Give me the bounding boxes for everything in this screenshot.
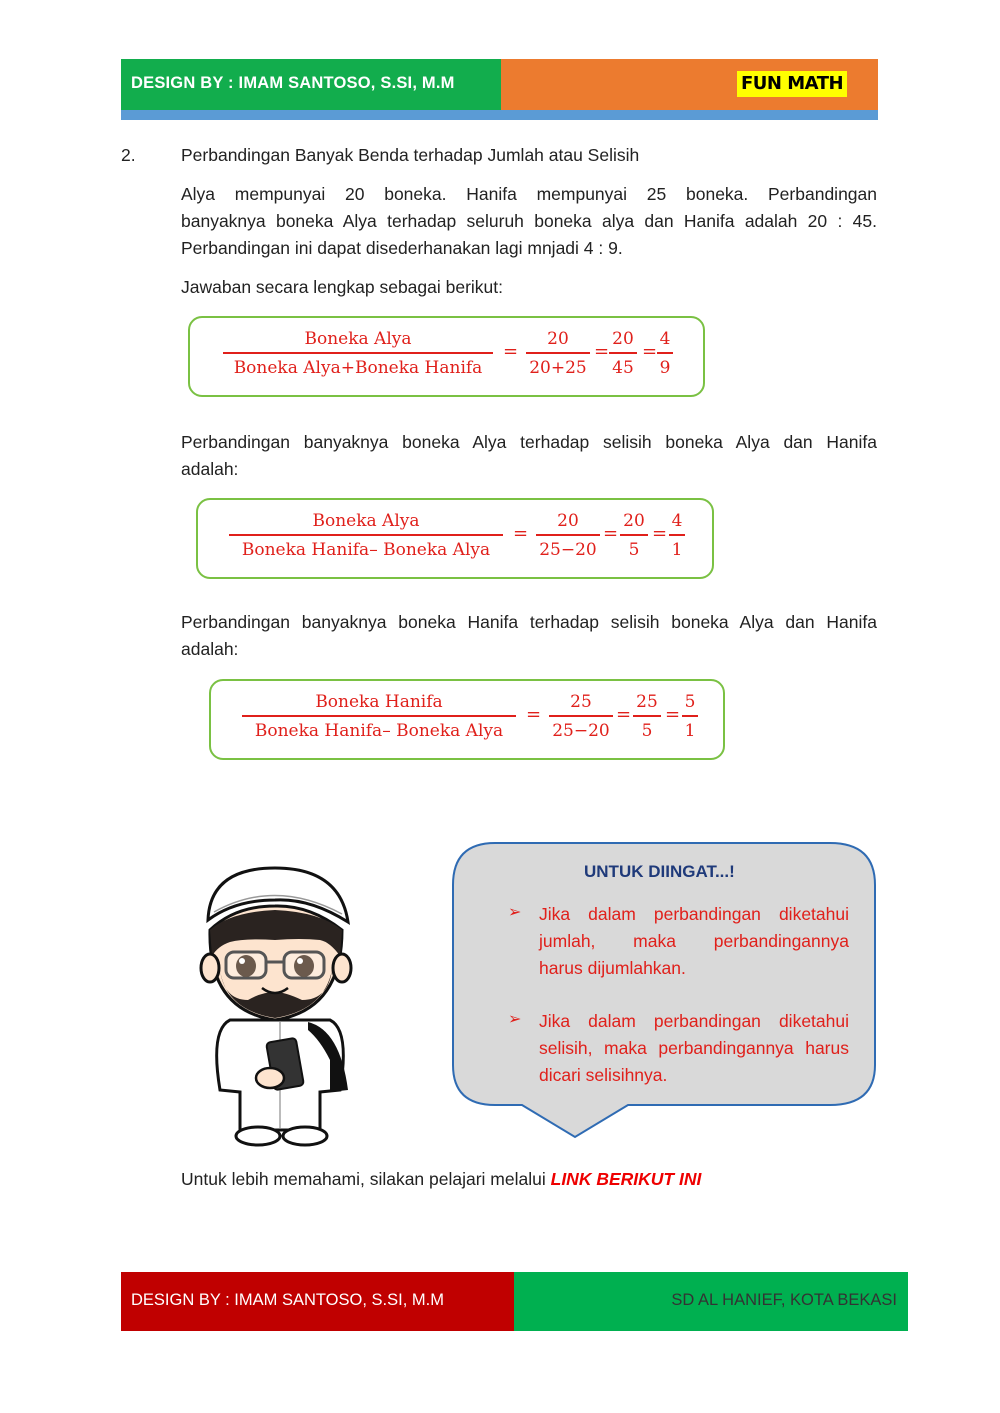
reminder-line: Jika dalam perbandingan diketahui [539, 904, 849, 924]
fraction-numerator: Boneka Alya [312, 511, 420, 531]
equals-sign: = [642, 341, 658, 362]
fraction-words [223, 326, 493, 380]
paragraph-line: Perbandingan banyaknya boneka Alya terhadap selisih boneka Alya dan Hanifa [181, 432, 877, 452]
equals-sign: = [652, 523, 668, 544]
fraction-simplified [669, 508, 685, 562]
fraction-numerator: 25 [636, 692, 658, 712]
fun-math-badge: FUN MATH [737, 71, 847, 97]
fraction-words [229, 508, 503, 562]
equals-sign: = [665, 704, 681, 725]
section-number: 2. [121, 145, 136, 165]
reminder-line: jumlah, maka perbandingannya [539, 931, 849, 951]
footer-designer-credit: DESIGN BY : IMAM SANTOSO, S.SI, M.M [131, 1291, 444, 1309]
equals-sign: = [616, 704, 632, 725]
paragraph-line: Perbandingan banyaknya boneka Hanifa terhadap selisih boneka Alya dan Hanifa [181, 612, 877, 632]
paragraph-line: adalah: [181, 459, 239, 479]
fraction-numerator: 4 [659, 329, 671, 349]
fraction-simplified [657, 326, 673, 380]
fraction-result [620, 508, 648, 562]
equals-sign: = [594, 341, 610, 362]
arrow-bullet-icon: ➢ [508, 904, 522, 921]
section-title: Perbandingan Banyak Benda terhadap Jumlah atau Selisih [181, 145, 640, 165]
paragraph-line: banyaknya boneka Alya terhadap seluruh boneka alya dan Hanifa adalah 20 : 45. [181, 211, 877, 231]
fraction-denominator: 25−20 [552, 720, 610, 741]
fraction-denominator: Boneka Hanifa– Boneka Alya [241, 539, 491, 560]
fraction-numerator: 4 [671, 511, 683, 531]
reminder-title: UNTUK DIINGAT...! [584, 862, 735, 881]
equals-sign: = [526, 704, 542, 725]
fraction-denominator: 25−20 [539, 539, 597, 560]
fraction-denominator: 45 [612, 357, 634, 378]
fraction-difference [549, 689, 613, 743]
footer-school-name: SD AL HANIEF, KOTA BEKASI [671, 1291, 897, 1309]
formula-box-total [188, 316, 705, 397]
reminder-speech-bubble [450, 840, 880, 1140]
fraction-denominator: 5 [628, 539, 640, 560]
reminder-line: selisih, maka perbandingannya harus [539, 1038, 849, 1058]
fraction-numerator: 20 [623, 511, 645, 531]
link-sentence [181, 1166, 701, 1193]
fraction-result [633, 689, 661, 743]
paragraph-line: adalah: [181, 639, 239, 659]
link-prefix: Untuk lebih memahami, silakan pelajari melalui [181, 1169, 551, 1189]
fraction-denominator: Boneka Alya+Boneka Hanifa [233, 357, 483, 378]
formula-box-difference-alya [196, 498, 714, 579]
reminder-line: harus dijumlahkan. [539, 958, 686, 978]
fraction-words [242, 689, 516, 743]
equals-sign: = [513, 523, 529, 544]
learn-more-link[interactable]: LINK BERIKUT INI [550, 1169, 702, 1189]
reminder-line: dicari selisihnya. [539, 1065, 668, 1085]
fraction-numerator: 5 [684, 692, 696, 712]
header-designer-credit: DESIGN BY : IMAM SANTOSO, S.SI, M.M [131, 74, 455, 92]
fraction-numerator: 20 [547, 329, 569, 349]
paragraph-line: Perbandingan ini dapat disederhanakan lagi mnjadi 4 : 9. [181, 238, 623, 258]
answer-intro: Jawaban secara lengkap sebagai berikut: [181, 277, 504, 297]
fraction-denominator: 5 [641, 720, 653, 741]
teacher-character-illustration [190, 860, 380, 1150]
fraction-denominator: 1 [684, 720, 696, 741]
fraction-result [609, 326, 637, 380]
fraction-numerator: Boneka Hanifa [315, 692, 443, 712]
fraction-simplified [682, 689, 698, 743]
paragraph-line: Alya mempunyai 20 boneka. Hanifa mempunyai 25 boneka. Perbandingan [181, 184, 877, 204]
fraction-difference [536, 508, 600, 562]
fraction-numerator: 25 [570, 692, 592, 712]
reminder-line: Jika dalam perbandingan diketahui [539, 1011, 849, 1031]
equals-sign: = [603, 523, 619, 544]
arrow-bullet-icon: ➢ [508, 1011, 522, 1028]
header-blue-stripe [121, 110, 878, 120]
fraction-denominator: 1 [671, 539, 683, 560]
fraction-denominator: 20+25 [529, 357, 587, 378]
fraction-denominator: Boneka Hanifa– Boneka Alya [254, 720, 504, 741]
fraction-numerator: 20 [612, 329, 634, 349]
formula-box-difference-hanifa [209, 679, 725, 760]
equals-sign: = [503, 341, 519, 362]
fraction-numerator: Boneka Alya [304, 329, 412, 349]
fraction-denominator: 9 [659, 357, 671, 378]
fraction-numerator: 20 [557, 511, 579, 531]
fraction-sum [526, 326, 590, 380]
